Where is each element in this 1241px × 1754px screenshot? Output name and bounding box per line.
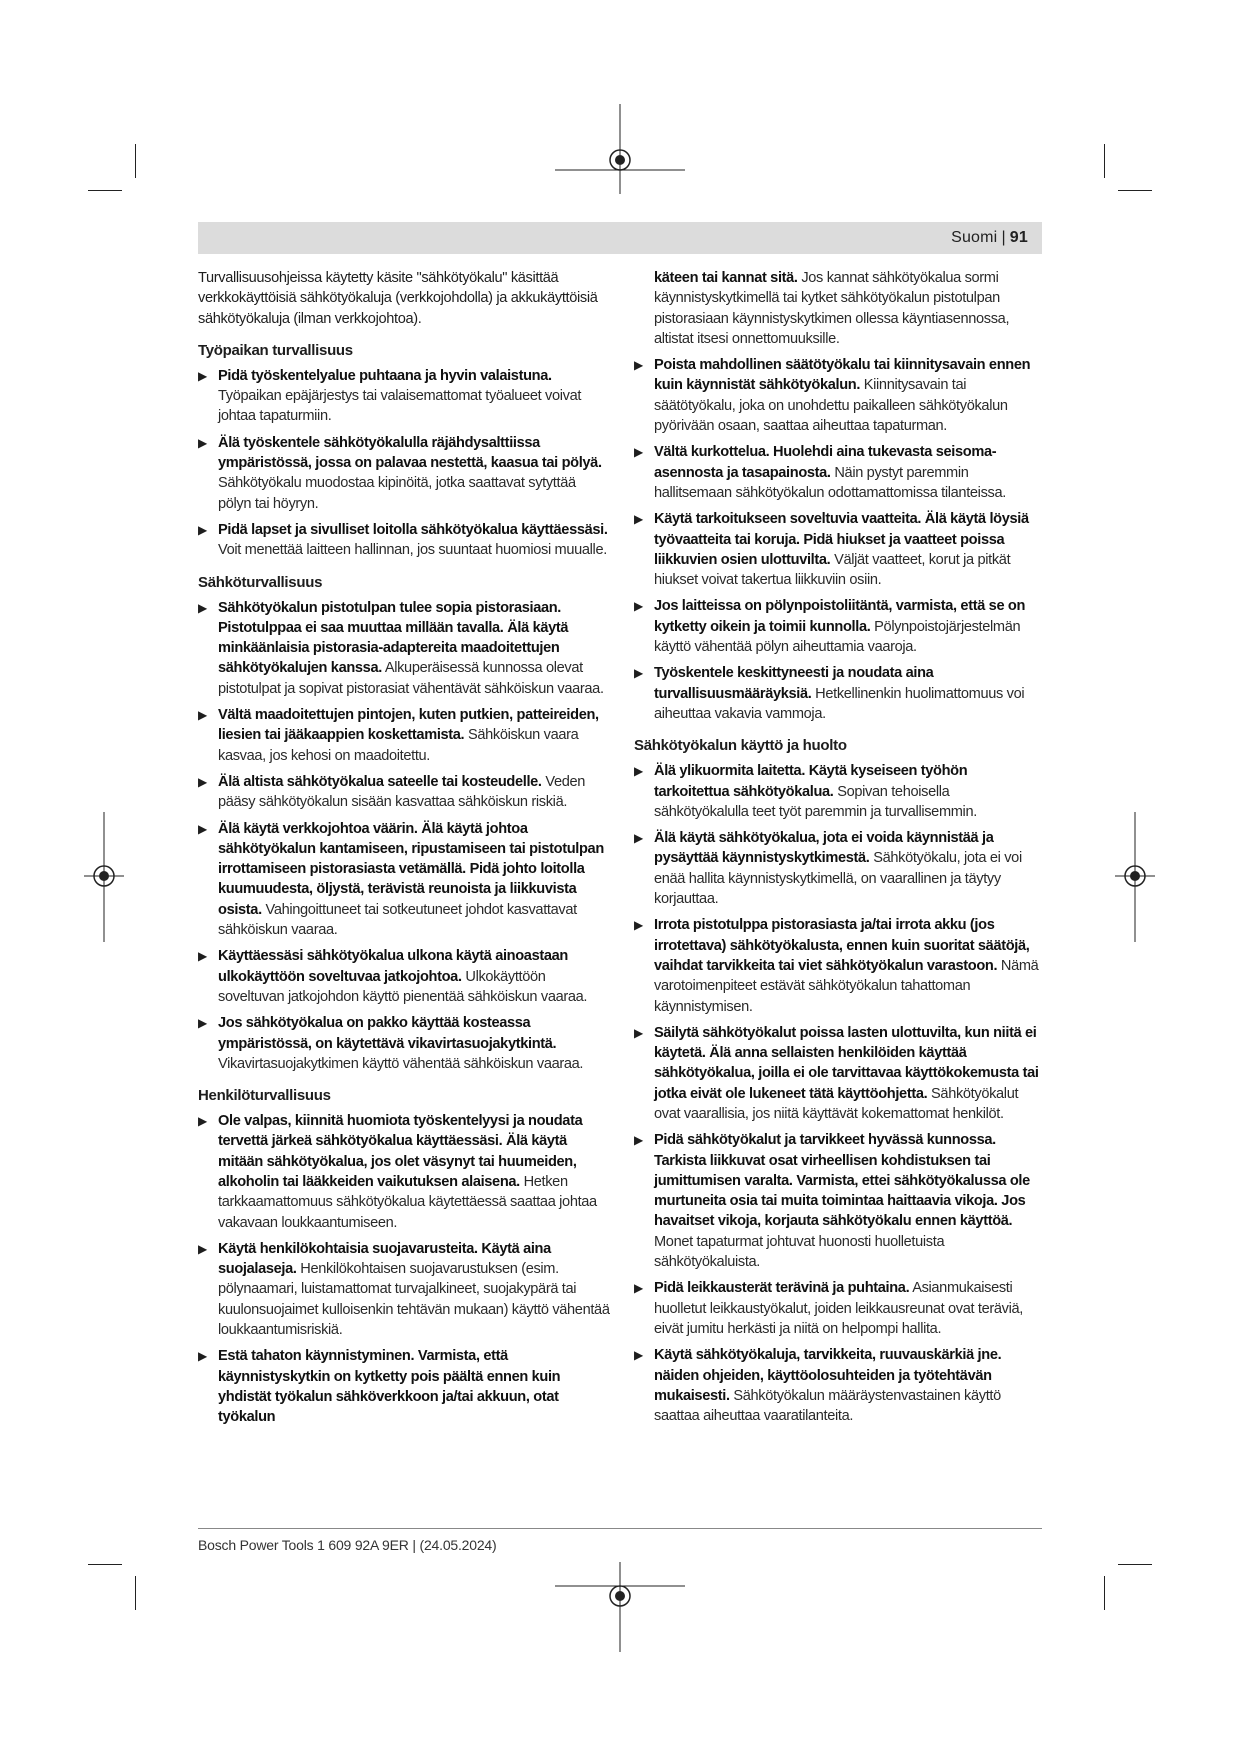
triangle-right-icon: ▶ bbox=[198, 821, 207, 836]
triangle-right-icon: ▶ bbox=[198, 600, 207, 615]
triangle-right-icon: ▶ bbox=[198, 1114, 207, 1129]
safety-item: ▶ Vältä kurkottelua. Huolehdi aina tukevasta seisoma-asennosta ja tasapainosta. Näin pystyt paremmin hallitsemaan sähkötyökalun odottamattomissa tilanteissa. bbox=[634, 444, 1006, 501]
triangle-right-icon: ▶ bbox=[634, 1348, 643, 1363]
safety-item: ▶ Ole valpas, kiinnitä huomiota työskentelyysi ja noudata tervettä järkeä sähkötyökalua käyttäessäsi. Älä käytä mitään sähkötyökalua, jos olet väsynyt tai huumeiden, alkoholin tai lääkkeiden vaikutuksen alaisena. Hetken tarkkaamattomuus sähkötyökalua käytettäessä saattaa johtaa vakavaan loukkaantumiseen. bbox=[198, 1113, 597, 1231]
crop-mark bbox=[135, 1576, 136, 1610]
triangle-right-icon: ▶ bbox=[634, 764, 643, 779]
header-label: Suomi | 91 bbox=[951, 229, 1028, 246]
triangle-right-icon: ▶ bbox=[634, 358, 643, 373]
triangle-right-icon: ▶ bbox=[634, 599, 643, 614]
safety-item: ▶ Jos sähkötyökalua on pakko käyttää kosteassa ympäristössä, on käytettävä vikavirtasuojakytkintä. Vikavirtasuojakytkimen käyttö vähentää sähköiskun vaaraa. bbox=[198, 1015, 584, 1072]
registration-mark-icon bbox=[555, 104, 685, 194]
section-heading: Henkilöturvallisuus bbox=[198, 1087, 331, 1105]
safety-item: ▶ Käytä tarkoitukseen soveltuvia vaatteita. Älä käytä löysiä työvaatteita tai koruja. Pidä hiukset ja vaatteet poissa liikkuvien osien ulottuvilta. Väljät vaatteet, korut ja pitkät hiukset voivat takertua liikkuviin osiin. bbox=[634, 511, 1029, 589]
safety-item: ▶ Älä työskentele sähkötyökalulla räjähdysalttiissa ympäristössä, jossa on palavaa nestettä, kaasua tai pölyä. Sähkötyökalu muodostaa kipinöitä, jotka saattavat sytyttää pölyn tai höyryn. bbox=[198, 434, 602, 512]
crop-mark bbox=[88, 1564, 122, 1565]
triangle-right-icon: ▶ bbox=[634, 445, 643, 460]
crop-mark bbox=[1118, 190, 1152, 191]
crop-mark bbox=[1104, 1576, 1105, 1610]
safety-item: ▶ Älä käytä sähkötyökalua, jota ei voida käynnistää ja pysäyttää käynnistyskytkimestä. Sähkötyökalu, jota ei voi enää hallita käynnistyskytkimellä, on vaarallinen ja täytyy korjauttaa. bbox=[634, 830, 1022, 908]
safety-item: ▶ Pidä työskentelyalue puhtaana ja hyvin valaistuna. Työpaikan epäjärjestys tai valaisemattomat työalueet voivat johtaa tapaturmiin. bbox=[198, 367, 582, 425]
triangle-right-icon: ▶ bbox=[198, 522, 207, 537]
triangle-right-icon: ▶ bbox=[634, 831, 643, 846]
triangle-right-icon: ▶ bbox=[198, 1241, 207, 1256]
triangle-right-icon: ▶ bbox=[634, 666, 643, 681]
triangle-right-icon: ▶ bbox=[198, 1016, 207, 1031]
crop-mark bbox=[135, 144, 136, 178]
crop-mark bbox=[1104, 144, 1105, 178]
registration-mark-icon bbox=[84, 812, 124, 942]
triangle-right-icon: ▶ bbox=[198, 435, 207, 450]
triangle-right-icon: ▶ bbox=[198, 1349, 207, 1364]
triangle-right-icon: ▶ bbox=[634, 918, 643, 933]
safety-item-continuation: käteen tai kannat sitä. Jos kannat sähkötyökalua sormi käynnistyskytkimellä tai kytket sähkötyökalun pistotulpan pistorasiaan käynnistyskytkimen ollessa käyntiasennossa, altistat itsesi onnettomuuksille. bbox=[654, 270, 1010, 347]
safety-item: ▶ Älä altista sähkötyökalua sateelle tai kosteudelle. Veden pääsy sähkötyökalun sisään kasvattaa sähköiskun riskiä. bbox=[198, 773, 586, 811]
triangle-right-icon: ▶ bbox=[198, 708, 207, 723]
safety-item: ▶ Älä ylikuormita laitetta. Käytä kyseiseen työhön tarkoitettua sähkötyökalua. Sopivan tehoisella sähkötyökalulla teet työt paremmin ja turvallisemmin. bbox=[634, 763, 977, 820]
header-language: Suomi bbox=[951, 229, 998, 246]
safety-item: ▶ Pidä lapset ja sivulliset loitolla sähkötyökalua käyttäessäsi. Voit menettää laitteen hallinnan, jos suuntaat huomiosi muualle. bbox=[198, 521, 608, 559]
left-column bbox=[198, 268, 610, 1434]
page-header bbox=[198, 222, 1042, 254]
safety-item: ▶ Käytä sähkötyökaluja, tarvikkeita, ruuvauskärkiä jne. näiden ohjeiden, käyttöolosuhteiden ja työtehtävän mukaisesti. Sähkötyökalun määräystenvastainen käyttö saattaa aiheuttaa vaaratilanteita. bbox=[634, 1347, 1002, 1425]
page-number: 91 bbox=[1009, 229, 1028, 246]
safety-item: ▶ Käyttäessäsi sähkötyökalua ulkona käytä ainoastaan ulkokäyttöön soveltuvaa jatkojohtoa. Ulkokäyttöön soveltuvan jatkojohdon käyttö pienentää sähköiskun vaaraa. bbox=[198, 948, 588, 1005]
triangle-right-icon: ▶ bbox=[198, 368, 207, 383]
safety-item: ▶ Sähkötyökalun pistotulpan tulee sopia pistorasiaan. Pistotulppaa ei saa muuttaa millään tavalla. Älä käytä minkäänlaisia pistorasia-adaptereita maadoitettujen sähkötyökalujen kanssa. Alkuperäisessä kunnossa olevat pistotulpat ja sopivat pistorasiat vähentävät sähköiskun vaaraa. bbox=[198, 599, 604, 697]
section-heading: Työpaikan turvallisuus bbox=[198, 341, 353, 359]
footer-rule bbox=[198, 1528, 1042, 1529]
section-heading: Sähköturvallisuus bbox=[198, 573, 323, 591]
safety-item: ▶ Estä tahaton käynnistyminen. Varmista, että käynnistyskytkin on kytketty pois päältä ennen kuin yhdistät työkalun sähköverkkoon ja/tai akkuun, otat työkalun bbox=[198, 1348, 561, 1426]
triangle-right-icon: ▶ bbox=[634, 512, 643, 527]
safety-item: ▶ Jos laitteissa on pölynpoistoliitäntä, varmista, että se on kytketty oikein ja toimii kunnolla. Pölynpoistojärjestelmän käyttö vähentää pölyn aiheuttamia vaaroja. bbox=[634, 598, 1026, 656]
registration-mark-icon bbox=[555, 1562, 685, 1652]
triangle-right-icon: ▶ bbox=[634, 1133, 643, 1148]
triangle-right-icon: ▶ bbox=[198, 949, 207, 964]
safety-item: ▶ Poista mahdollinen säätötyökalu tai kiinnitysavain ennen kuin käynnistät sähkötyökalun. Kiinnitysavain tai säätötyökalu, joka on unohdettu paikalleen sähkötyökalun pyörivään osaan, saattaa aiheuttaa tapaturman. bbox=[634, 357, 1031, 435]
safety-item: ▶ Älä käytä verkkojohtoa väärin. Älä käytä johtoa sähkötyökalun kantamiseen, ripustamiseen tai pistotulpan irrottamiseen pistorasiasta vetämällä. Pidä johto loitolla kuumuudesta, öljystä, terävistä reunoista ja liikkuvista osista. Vahingoittuneet tai sotkeutuneet johdot kasvattavat sähköiskun vaaraa. bbox=[198, 820, 604, 939]
section-heading: Sähkötyökalun käyttö ja huolto bbox=[634, 737, 847, 755]
safety-item: ▶ Irrota pistotulppa pistorasiasta ja/tai irrota akku (jos irrotettava) sähkötyökalusta, ennen kuin suoritat säätöjä, vaihdat tarvikkeita tai viet sähkötyökalun varastoon. Nämä varotoimenpiteet estävät sähkötyökalun tahattoman käynnistymisen. bbox=[634, 917, 1039, 1015]
triangle-right-icon: ▶ bbox=[634, 1025, 643, 1040]
triangle-right-icon: ▶ bbox=[198, 774, 207, 789]
crop-mark bbox=[88, 190, 122, 191]
page-footer: Bosch Power Tools 1 609 92A 9ER | (24.05.2024) bbox=[198, 1537, 497, 1553]
safety-item: ▶ Käytä henkilökohtaisia suojavarusteita. Käytä aina suojalaseja. Henkilökohtaisen suojavarustuksen (esim. pölynaamari, luistamattomat turvajalkineet, suojakypärä tai kuulonsuojaimet kulloisenkin tehtävän mukaan) käyttö vähentää loukkaantumisriskiä. bbox=[198, 1240, 610, 1339]
crop-mark bbox=[1118, 1564, 1152, 1565]
safety-item: ▶ Pidä leikkausterät terävinä ja puhtaina. Asianmukaisesti huolletut leikkaustyökalut, joiden leikkausreunat ovat teräviä, eivät jumitu herkästi ja niitä on helpompi hallita. bbox=[634, 1280, 1023, 1337]
intro-paragraph: Turvallisuusohjeissa käytetty käsite "sähkötyökalu" käsittää verkkokäyttöisiä sähkötyökaluja (verkkojohdolla) ja akkukäyttöisiä sähkötyökaluja (ilman verkkojohtoa). bbox=[198, 270, 598, 327]
registration-mark-icon bbox=[1115, 812, 1155, 942]
safety-item: ▶ Työskentele keskittyneesti ja noudata aina turvallisuusmääräyksiä. Hetkellinenkin huolimattomuus voi aiheuttaa vakavia vammoja. bbox=[634, 665, 1025, 722]
safety-item: ▶ Säilytä sähkötyökalut poissa lasten ulottuvilta, kun niitä ei käytetä. Älä anna sellaisten henkilöiden käyttää sähkötyökalua, joilla ei ole tarvittavaa käyttökokemusta tai jotka eivät ole lukeneet tätä käyttöohjetta. Sähkötyökalut ovat vaarallisia, jos niitä käyttävät kokemattomat henkilöt. bbox=[634, 1024, 1039, 1122]
right-column bbox=[634, 268, 1046, 1432]
safety-item: ▶ Pidä sähkötyökalut ja tarvikkeet hyvässä kunnossa. Tarkista liikkuvat osat virheellisen kohdistuksen tai jumittumisen varalta. Varmista, ettei sähkötyökalussa ole murtuneita osia tai muita toimintaa haittaavia vikoja. Jos havaitset vikoja, korjauta sähkötyökalu ennen käyttöä. Monet tapaturmat johtuvat huonosti huolletuista sähkötyökaluista. bbox=[634, 1132, 1030, 1271]
triangle-right-icon: ▶ bbox=[634, 1281, 643, 1296]
safety-item: ▶ Vältä maadoitettujen pintojen, kuten putkien, patteireiden, liesien tai jääkaappien koskettamista. Sähköiskun vaara kasvaa, jos kehosi on maadoitettu. bbox=[198, 707, 599, 764]
